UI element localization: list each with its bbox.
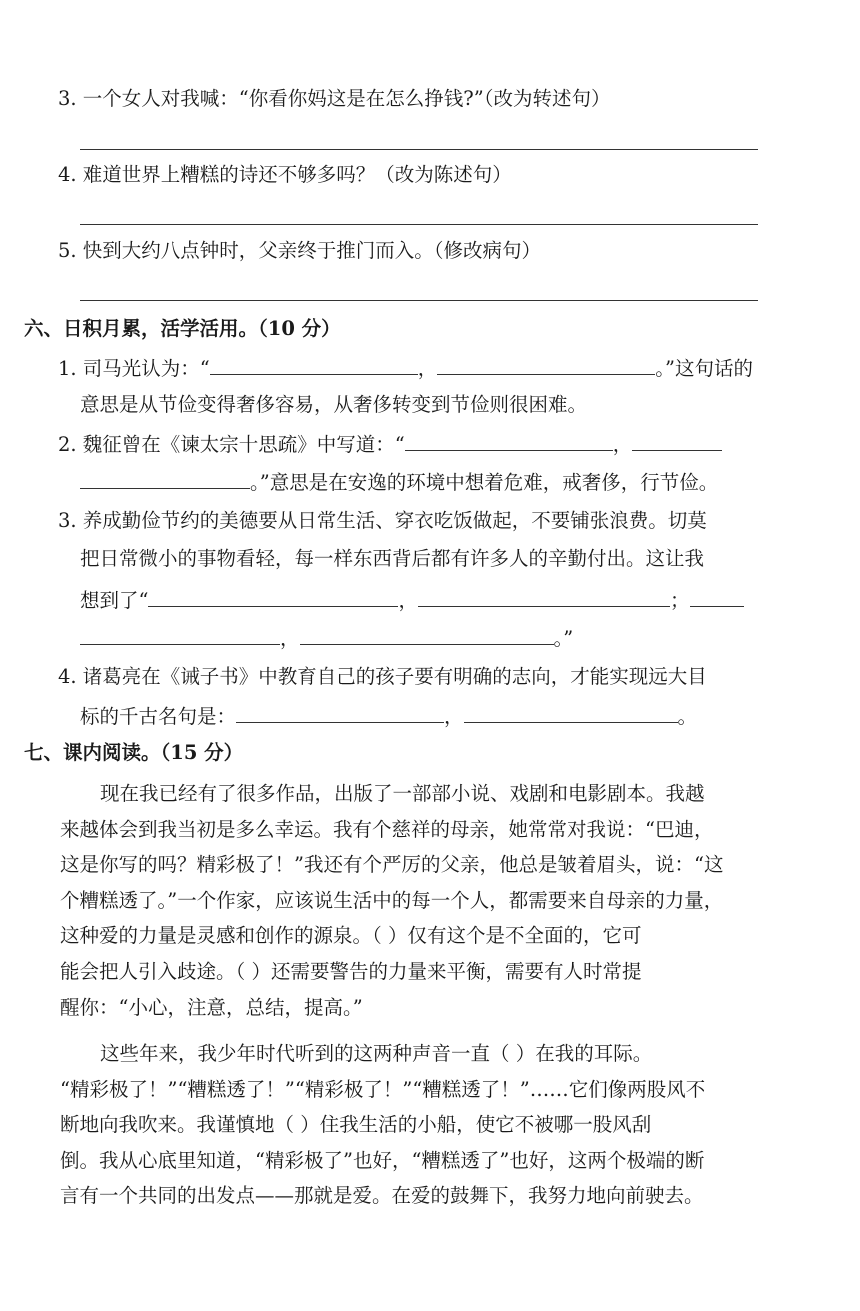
- paragraph-1-line: 能会把人引入歧途。（ ）还需要警告的力量来平衡，需要有人时常提: [60, 959, 642, 983]
- question-6-1-line2: 意思是从节俭变得奢侈容易，从奢侈转变到节俭则很困难。: [80, 393, 588, 416]
- blank-6-3-e[interactable]: [300, 622, 554, 645]
- blank-6-3-d[interactable]: [80, 622, 280, 645]
- question-5-4: 4. 难道世界上糟糕的诗还不够多吗？（改为陈述句）: [58, 163, 512, 186]
- question-6-3-line2: 把日常微小的事物看轻，每一样东西背后都有许多人的辛勤付出。这让我: [80, 547, 705, 570]
- blank-6-2-c[interactable]: [80, 466, 250, 489]
- paragraph-1-line: 个糟糕透了。”一个作家，应该说生活中的每一个人，都需要来自母亲的力量，: [60, 888, 724, 912]
- paragraph-2-line: 这些年来，我少年时代听到的这两种声音一直（ ）在我的耳际。: [100, 1042, 653, 1065]
- question-6-1-line1: 1. 司马光认为：“ ， 。”这句话的: [58, 352, 753, 384]
- paragraph-1-line: 现在我已经有了很多作品，出版了一部部小说、戏剧和电影剧本。我越: [100, 782, 705, 805]
- question-6-3-line3: 想到了“ ， ；: [80, 584, 744, 616]
- answer-line-5-3[interactable]: [80, 149, 758, 150]
- blank-6-2-b[interactable]: [632, 428, 722, 451]
- blank-6-1-b[interactable]: [437, 352, 655, 375]
- question-6-4-line1: 4. 诸葛亮在《诫子书》中教育自己的孩子要有明确的志向，才能实现远大目: [58, 665, 707, 688]
- section-7-heading: 七、课内阅读。（15 分）: [24, 741, 244, 764]
- paragraph-1-line: 这是你写的吗？精彩极了！”我还有个严厉的父亲，他总是皱着眉头，说：“这: [60, 853, 724, 877]
- question-5-3: 3. 一个女人对我喊：“你看你妈这是在怎么挣钱?”（改为转述句）: [58, 87, 611, 110]
- question-5-5: 5. 快到大约八点钟时，父亲终于推门而入。（修改病句）: [58, 239, 542, 262]
- blank-6-2-a[interactable]: [405, 428, 613, 451]
- question-6-3-line4: ， 。”: [80, 622, 573, 654]
- question-6-4-line2: 标的千古名句是： ， 。: [80, 700, 697, 732]
- answer-line-5-4[interactable]: [80, 224, 758, 225]
- paragraph-2-line: 倒。我从心底里知道，“精彩极了”也好，“糟糕透了”也好，这两个极端的断: [60, 1148, 705, 1172]
- reading-paragraph-1: [60, 776, 760, 1025]
- paragraph-2-line: “精彩极了！”“糟糕透了！”“精彩极了！”“糟糕透了！”……它们像两股风不: [60, 1077, 706, 1101]
- question-6-2-line1: 2. 魏征曾在《谏太宗十思疏》中写道：“ ，: [58, 428, 722, 460]
- paragraph-1-line: 这种爱的力量是灵感和创作的源泉。（ ）仅有这个是不全面的，它可: [60, 924, 642, 948]
- blank-6-1-a[interactable]: [210, 352, 418, 375]
- paragraph-2-line: 言有一个共同的出发点——那就是爱。在爱的鼓舞下，我努力地向前驶去。: [60, 1184, 704, 1208]
- question-6-2-line2: 。”意思是在安逸的环境中想着危难，戒奢侈，行节俭。: [80, 466, 718, 498]
- blank-6-3-c[interactable]: [690, 584, 744, 607]
- question-6-3-line1: 3. 养成勤俭节约的美德要从日常生活、穿衣吃饭做起，不要铺张浪费。切莫: [58, 509, 707, 532]
- paragraph-1-line: 醒你：“小心，注意，总结，提高。”: [60, 995, 363, 1019]
- section-6-heading: 六、日积月累，活学活用。（10 分）: [24, 317, 341, 340]
- blank-6-3-a[interactable]: [148, 584, 398, 607]
- blank-6-4-b[interactable]: [464, 700, 678, 723]
- reading-paragraph-2: [60, 1036, 760, 1214]
- blank-6-3-b[interactable]: [418, 584, 670, 607]
- blank-6-4-a[interactable]: [236, 700, 444, 723]
- answer-line-5-5[interactable]: [80, 300, 758, 301]
- paragraph-1-line: 来越体会到我当初是多么幸运。我有个慈祥的母亲，她常常对我说：“巴迪，: [60, 817, 714, 841]
- paragraph-2-line: 断地向我吹来。我谨慎地（ ）住我生活的小船，使它不被哪一股风刮: [60, 1113, 652, 1137]
